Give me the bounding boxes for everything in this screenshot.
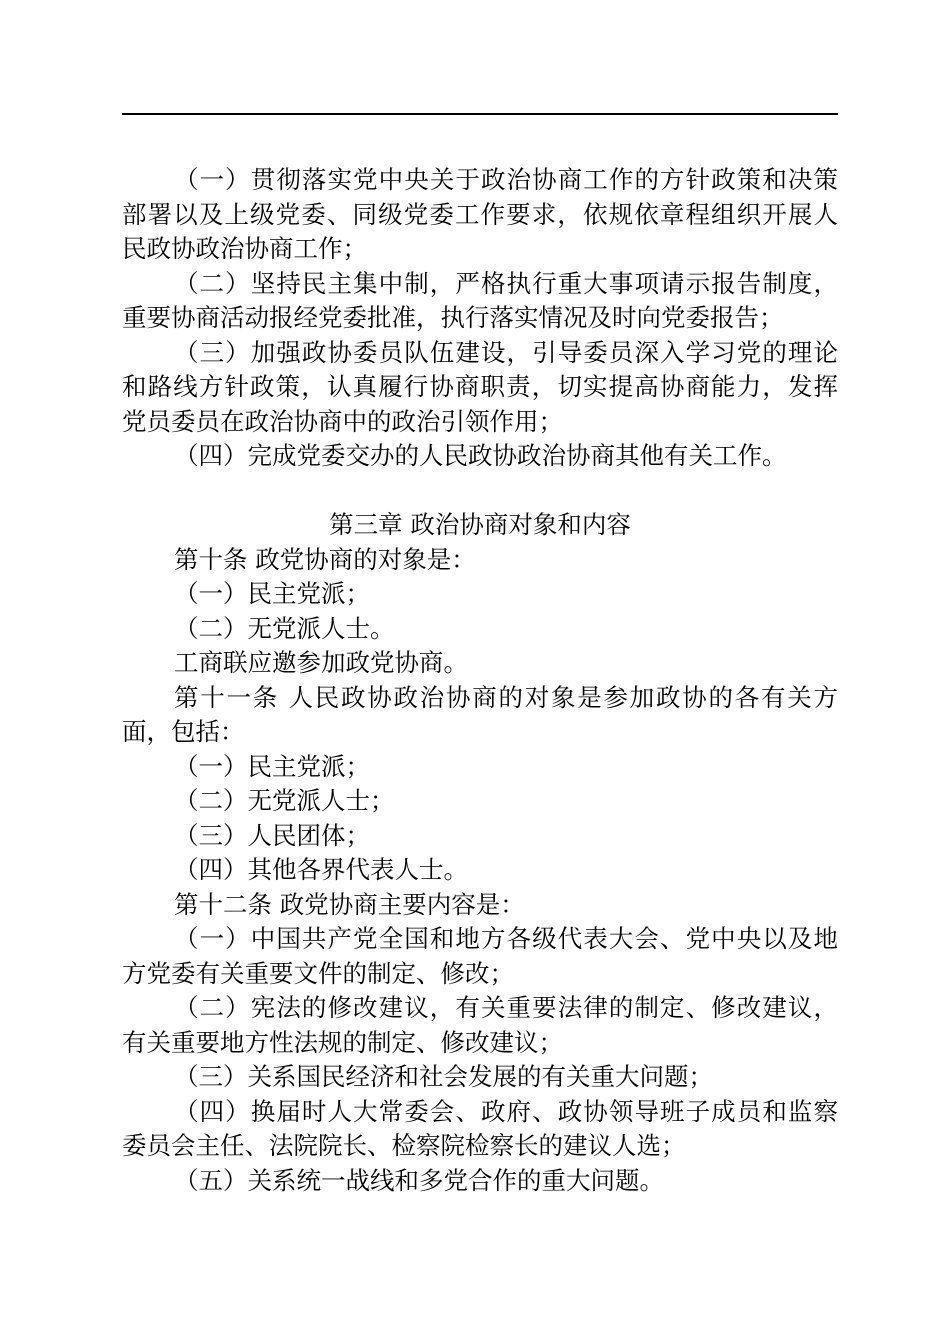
paragraph-line: 部署以及上级党委、同级党委工作要求，依规依章程组织开展人 [122,199,838,229]
list-item: （一）民主党派； [174,751,370,781]
paragraph-line: 和路线方针政策，认真履行协商职责，切实提高协商能力，发挥 [122,372,838,401]
paragraph-line: 工商联应邀参加政党协商。 [174,648,468,677]
paragraph-line: 党员委员在政治协商中的政治引领作用； [122,406,563,436]
list-item: （三）人民团体； [174,820,370,850]
paragraph-line: 方党委有关重要文件的制定、修改； [122,958,514,988]
article-heading: 第十条 政党协商的对象是： [174,544,476,574]
list-item: （一）民主党派； [174,579,370,608]
list-item: （四）其他各界代表人士。 [174,855,468,884]
chapter-heading: 第三章 政治协商对象和内容 [329,510,631,539]
paragraph-line: 面，包括： [122,717,245,746]
section-spacer [122,474,838,509]
list-item: （二）宪法的修改建议，有关重要法律的制定、修改建议， [174,993,838,1022]
list-item: （五）关系统一战线和多党合作的重大问题。 [174,1165,664,1195]
list-item: （四）换届时人大常委会、政府、政协领导班子成员和监察 [174,1096,838,1126]
list-item: （二）无党派人士。 [174,613,395,643]
list-item: （二）无党派人士； [174,786,395,815]
paragraph-line: 民政协政治协商工作； [122,234,367,263]
article-heading: 第十一条 人民政协政治协商的对象是参加政协的各有关方 [174,682,838,712]
paragraph-line: （三）加强政协委员队伍建设，引导委员深入学习党的理论 [174,337,838,367]
header-rule [122,113,838,115]
paragraph-line: 有关重要地方性法规的制定、修改建议； [122,1027,563,1057]
document-body [122,163,838,1198]
article-heading: 第十二条 政党协商主要内容是： [174,889,525,919]
paragraph-line: 委员会主任、法院院长、检察院检察长的建议人选； [122,1131,686,1160]
paragraph-line: （二）坚持民主集中制，严格执行重大事项请示报告制度， [174,268,838,298]
paragraph-line: （一）贯彻落实党中央关于政治协商工作的方针政策和决策 [174,165,838,194]
list-item: （三）关系国民经济和社会发展的有关重大问题； [174,1062,713,1091]
paragraph-line: 重要协商活动报经党委批准，执行落实情况及时向党委报告； [122,303,784,332]
paragraph-line: （四）完成党委交办的人民政协政治协商其他有关工作。 [174,441,787,470]
list-item: （一）中国共产党全国和地方各级代表大会、党中央以及地 [174,924,838,953]
